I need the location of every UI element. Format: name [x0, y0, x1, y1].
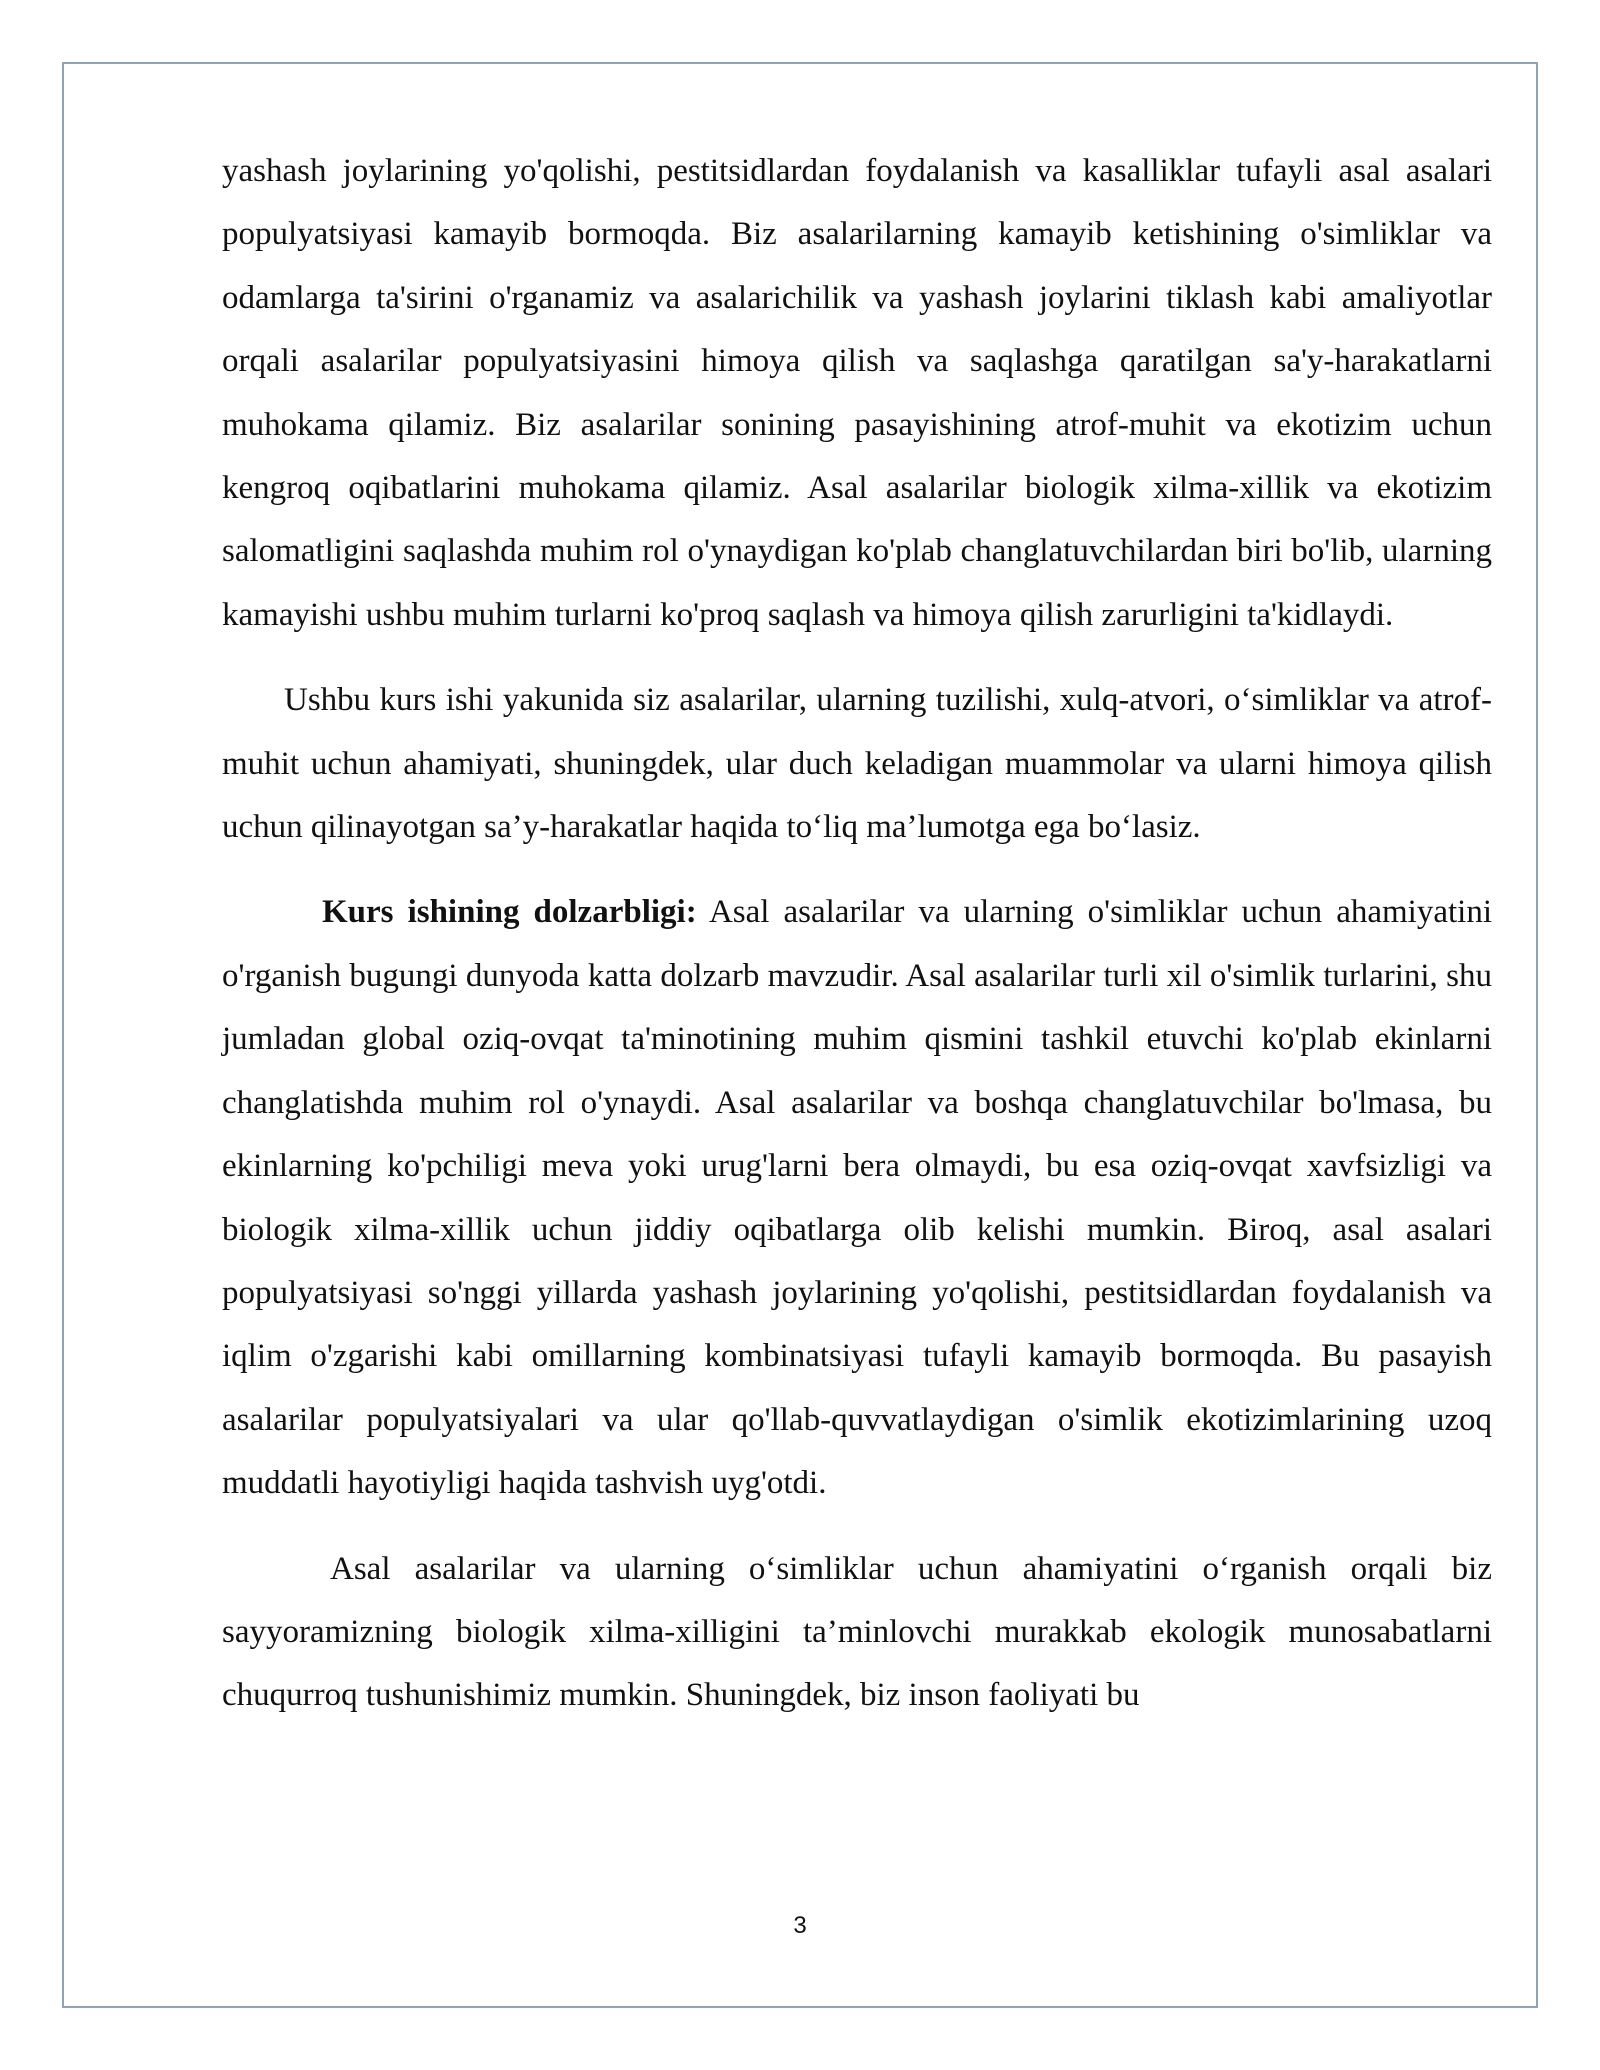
- paragraph-1-text: yashash joylarining yo'qolishi, pestitsidlardan foydalanish va kasalliklar tufayli asal asalari populyatsiyasi kamayib bormoqda. Biz asalarilarning kamayib ketishining o'simliklar va odamlarga ta'sirini o'rganamiz va asalarichilik va yashash joylarini tiklash kabi amaliyotlar orqali asalarilar populyatsiyasini himoya qilish va saqlashga qaratilgan sa'y-harakatlarni muhokama qilamiz. Biz asalarilar sonining pasayishining atrof-muhit va ekotizim uchun kengroq oqibatlarini muhokama qilamiz. Asal asalarilar biologik xilma-xillik va ekotizim salomatligini saqlashda muhim rol o'ynaydigan ko'plab changlatuvchilardan biri bo'lib, ularning kamayishi ushbu muhim turlarni ko'proq saqlash va himoya qilish zarurligini ta'kidlaydi.: [222, 153, 1492, 633]
- paragraph-2-text: Ushbu kurs ishi yakunida siz asalarilar, ularning tuzilishi, xulq-atvori, o‘simliklar va atrof-muhit uchun ahamiyati, shuningdek, ular duch keladigan muammolar va ularni himoya qilish uchun qilinayotgan sa’y-harakatlar haqida to‘liq ma’lumotga ega bo‘lasiz.: [222, 682, 1492, 846]
- paragraph-3-text: Asal asalarilar va ularning o'simliklar uchun ahamiyatini o'rganish bugungi dunyoda katta dolzarb mavzudir. Asal asalarilar turli xil o'simlik turlarini, shu jumladan global oziq-ovqat ta'minotining muhim qismini tashkil etuvchi ko'plab ekinlarni changlatishda muhim rol o'ynaydi. Asal asalarilar va boshqa changlatuvchilar bo'lmasa, bu ekinlarning ko'pchiligi meva yoki urug'larni bera olmaydi, bu esa oziq-ovqat xavfsizligi va biologik xilma-xillik uchun jiddiy oqibatlarga olib kelishi mumkin. Biroq, asal asalari populyatsiyasi so'nggi yillarda yashash joylarining yo'qolishi, pestitsidlardan foydalanish va iqlim o'zgarishi kabi omillarning kombinatsiyasi tufayli kamayib bormoqda. Bu pasayish asalarilar populyatsiyalari va ular qo'llab-quvvatlaydigan o'simlik ekotizimlarining uzoq muddatli hayotiyligi haqida tashvish uyg'otdi.: [222, 894, 1492, 1502]
- paragraph-4: [222, 1538, 1492, 1728]
- document-body: [222, 140, 1492, 1750]
- page-number: 3: [793, 1912, 807, 1939]
- paragraph-1: [222, 140, 1492, 647]
- section-heading: Kurs ishining dolzarbligi:: [322, 894, 697, 931]
- paragraph-3: [222, 881, 1492, 1515]
- paragraph-4-text: Asal asalarilar va ularning o‘simliklar uchun ahamiyatini o‘rganish orqali biz sayyoramizning biologik xilma-xilligini ta’minlovchi murakkab ekologik munosabatlarni chuqurroq tushunishimiz mumkin. Shuningdek, biz inson faoliyati bu: [222, 1550, 1492, 1714]
- paragraph-2: [222, 669, 1492, 859]
